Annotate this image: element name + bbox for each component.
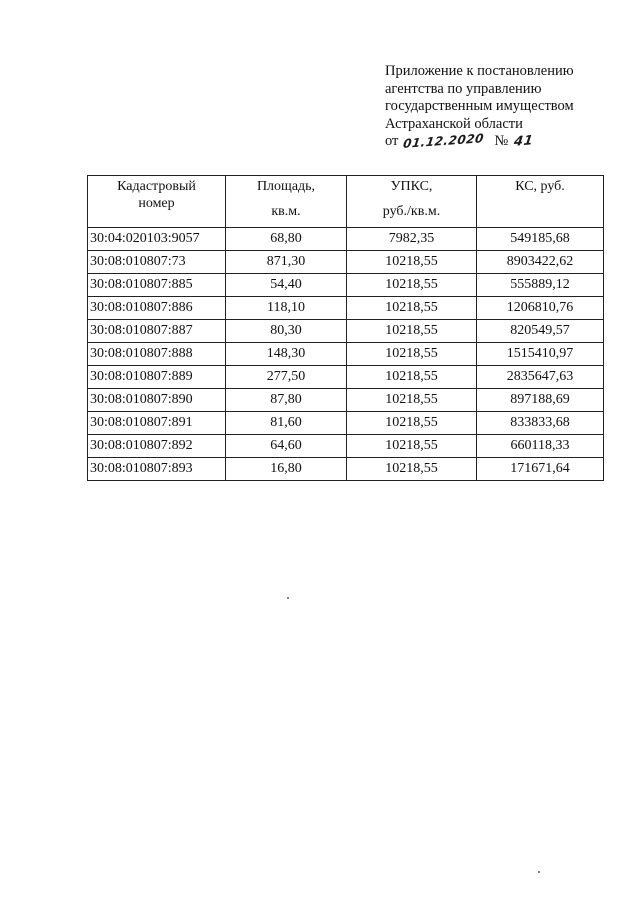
cell-upks: 10218,55 xyxy=(347,343,477,366)
cell-area: 68,80 xyxy=(226,228,347,251)
header-upks-line1: УПКС, xyxy=(390,179,433,194)
cell-upks: 10218,55 xyxy=(347,320,477,343)
cell-cadastral-value: 833833,68 xyxy=(477,412,604,435)
table-body xyxy=(88,228,604,481)
cell-cadastral-number: 30:08:010807:891 xyxy=(88,412,226,435)
cell-upks: 10218,55 xyxy=(347,412,477,435)
cell-area: 81,60 xyxy=(226,412,347,435)
header-cadastral-line2: номер xyxy=(138,196,175,211)
table-row xyxy=(88,297,604,320)
date-prefix: от xyxy=(385,133,399,149)
table-row xyxy=(88,320,604,343)
number-sign: № xyxy=(494,133,509,149)
cell-cadastral-value: 660118,33 xyxy=(477,435,604,458)
table-row xyxy=(88,412,604,435)
cell-cadastral-value: 897188,69 xyxy=(477,389,604,412)
handwritten-document-number: 41 xyxy=(513,133,535,150)
table-row xyxy=(88,274,604,297)
cell-area: 80,30 xyxy=(226,320,347,343)
cell-cadastral-number: 30:04:020103:9057 xyxy=(88,228,226,251)
cell-cadastral-number: 30:08:010807:892 xyxy=(88,435,226,458)
table-header xyxy=(88,176,604,228)
cell-cadastral-number: 30:08:010807:888 xyxy=(88,343,226,366)
cell-area: 118,10 xyxy=(226,297,347,320)
appendix-date-line xyxy=(385,133,625,151)
cell-upks: 10218,55 xyxy=(347,274,477,297)
cell-area: 871,30 xyxy=(226,251,347,274)
cell-upks: 10218,55 xyxy=(347,458,477,481)
table-row xyxy=(88,228,604,251)
scan-speck xyxy=(538,871,540,873)
cell-cadastral-value: 1206810,76 xyxy=(477,297,604,320)
cell-upks: 10218,55 xyxy=(347,435,477,458)
header-upks-line2: руб./кв.м. xyxy=(382,204,441,219)
header-area-line2: кв.м. xyxy=(271,204,301,219)
cell-cadastral-value: 555889,12 xyxy=(477,274,604,297)
cell-cadastral-number: 30:08:010807:887 xyxy=(88,320,226,343)
cell-cadastral-number: 30:08:010807:890 xyxy=(88,389,226,412)
cell-cadastral-value: 549185,68 xyxy=(477,228,604,251)
table-row xyxy=(88,435,604,458)
cell-area: 54,40 xyxy=(226,274,347,297)
cell-upks: 10218,55 xyxy=(347,389,477,412)
cell-cadastral-value: 2835647,63 xyxy=(477,366,604,389)
cell-area: 87,80 xyxy=(226,389,347,412)
cell-area: 64,60 xyxy=(226,435,347,458)
cell-cadastral-number: 30:08:010807:73 xyxy=(88,251,226,274)
appendix-line-3: государственным имуществом xyxy=(385,98,574,114)
appendix-line-1: Приложение к постановлению xyxy=(385,63,574,79)
table-row xyxy=(88,389,604,412)
cell-cadastral-number: 30:08:010807:885 xyxy=(88,274,226,297)
cell-cadastral-number: 30:08:010807:889 xyxy=(88,366,226,389)
appendix-block xyxy=(385,63,625,151)
header-cadastral-number xyxy=(88,176,226,228)
header-cadastral-value xyxy=(477,176,604,228)
cell-cadastral-value: 171671,64 xyxy=(477,458,604,481)
cell-upks: 10218,55 xyxy=(347,366,477,389)
cell-area: 16,80 xyxy=(226,458,347,481)
header-upks xyxy=(347,176,477,228)
header-area xyxy=(226,176,347,228)
table-row xyxy=(88,251,604,274)
table-row xyxy=(88,366,604,389)
cell-cadastral-value: 820549,57 xyxy=(477,320,604,343)
scan-speck xyxy=(287,597,289,599)
cell-upks: 10218,55 xyxy=(347,297,477,320)
header-ks-line1: КС, руб. xyxy=(515,179,565,194)
header-row xyxy=(88,176,604,228)
cell-cadastral-number: 30:08:010807:893 xyxy=(88,458,226,481)
cell-cadastral-value: 1515410,97 xyxy=(477,343,604,366)
cadastral-value-table xyxy=(87,175,604,481)
cell-upks: 7982,35 xyxy=(347,228,477,251)
cell-cadastral-number: 30:08:010807:886 xyxy=(88,297,226,320)
header-area-line1: Площадь, xyxy=(256,179,316,194)
cell-area: 148,30 xyxy=(226,343,347,366)
appendix-line-4: Астраханской области xyxy=(385,115,523,132)
cell-area: 277,50 xyxy=(226,366,347,389)
table-row xyxy=(88,458,604,481)
header-cadastral-line1: Кадастровый xyxy=(117,179,196,194)
cell-cadastral-value: 8903422,62 xyxy=(477,251,604,274)
appendix-line-2: агентства по управлению xyxy=(385,80,542,97)
cell-upks: 10218,55 xyxy=(347,251,477,274)
table-row xyxy=(88,343,604,366)
handwritten-date: 01.12.2020 xyxy=(402,131,486,151)
